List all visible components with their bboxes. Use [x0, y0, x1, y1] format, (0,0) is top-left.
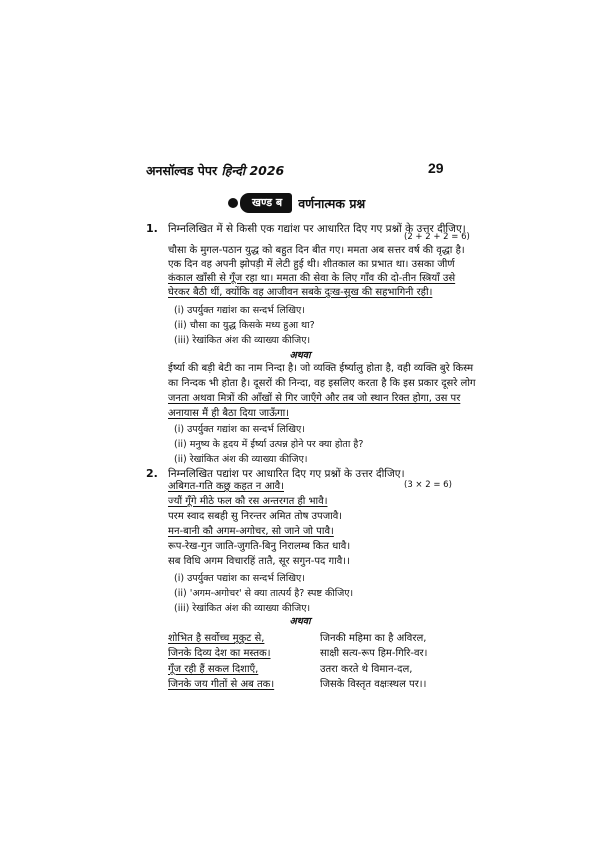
or-divider: अथवा [289, 350, 311, 361]
bullet-icon [228, 198, 238, 208]
poem-line-underlined: मन-बानी कौ अगम-अगोचर, सो जाने जो पावै। [168, 526, 334, 537]
sub-question: (ii) 'अगम-अगोचर' से क्या तात्पर्य है? स्पष्ट कीजिए। [174, 588, 354, 599]
passage-line-underlined: कंकाल खाँसी से गूँज रहा था। ममता की सेवा के लिए गाँव की दो-तीन स्त्रियाँ उसे [168, 273, 456, 284]
poem-right-line: जिनकी महिमा का है अविरल, [320, 633, 427, 644]
poem-left-line: शोभित है सर्वोच्च मुकुट से, [168, 633, 265, 644]
poem-line-underlined: अबिगत-गति कछु कहत न आवै। [168, 481, 285, 492]
poem-line: रूप-रेख-गुन जाति-जुगति-बिनु निरालम्ब कित धावै। [168, 541, 351, 552]
sub-question: (i) उपर्युक्त पद्यांश का सन्दर्भ लिखिए। [174, 573, 305, 584]
running-header [146, 162, 284, 179]
header-title-subject: हिन्दी 2026 [221, 163, 285, 178]
header-title-main: अनसॉल्वड पेपर [146, 163, 218, 178]
sub-question: (ii) मनुष्य के हृदय में ईर्ष्या उत्पन्न होने पर क्या होता है? [174, 439, 364, 450]
passage-line: चौसा के मुगल-पठान युद्ध को बहुत दिन बीत गए। ममता अब सत्तर वर्ष की वृद्धा है। [168, 245, 465, 256]
poem-left-line: जिनके जय गीतों से अब तक। [168, 679, 275, 690]
poem-line-underlined: ज्यौं गूँगे मीठे फल कौ रस अन्तरगत ही भावै। [168, 496, 328, 507]
poem-line: सब विधि अगम विचारहिं तातै, सूर सगुन-पद गावै।। [168, 556, 350, 567]
section-heading [228, 193, 365, 213]
question-number: 2. [146, 467, 158, 480]
passage-line-underlined: घेरकर बैठी थीं, क्योंकि वह आजीवन सबके दुःख-सुख की सहभागिनी रही। [168, 287, 433, 298]
marks-allocation: (2 + 2 + 2 = 6) [404, 232, 470, 242]
poem-right-line: जिसके विस्तृत वक्षःस्थल पर।। [320, 679, 427, 690]
poem-left-line: गूँज रही हैं सकल दिशाएँ, [168, 664, 259, 675]
passage-line: एक दिन वह अपनी झोपड़ी में लेटी हुई थी। शीतकाल का प्रभात था। उसका जीर्ण [168, 259, 455, 270]
page-number: 29 [428, 160, 444, 176]
poem-right-line: उतरा करते थे विमान-दल, [320, 664, 413, 675]
section-badge: खण्ड ब [240, 193, 292, 213]
section-title: वर्णनात्मक प्रश्न [298, 195, 366, 211]
passage-line: का निन्दक भी होता है। दूसरों की निन्दा, वह इसलिए करता है कि इस प्रकार दूसरे लोग [168, 378, 476, 389]
marks-allocation: (3 × 2 = 6) [404, 480, 452, 490]
question-instruction: निम्नलिखित में से किसी एक गद्यांश पर आधारित दिए गए प्रश्नों के उत्तर दीजिए। [168, 223, 466, 235]
passage-line-underlined: अनायास मैं ही बैठा दिया जाऊँगा। [168, 408, 289, 419]
sub-question: (ii) रेखांकित अंश की व्याख्या कीजिए। [174, 454, 308, 465]
poem-line: परम स्वाद सबही सु निरन्तर अमित तोष उपजावै। [168, 511, 343, 522]
sub-question: (iii) रेखांकित अंश की व्याख्या कीजिए। [174, 335, 311, 346]
passage-line-underlined: जनता अथवा मित्रों की आँखों से गिर जाएँगे और तब जो स्थान रिक्त होगा, उस पर [168, 393, 461, 404]
question-number: 1. [146, 222, 158, 235]
sub-question: (iii) रेखांकित अंश की व्याख्या कीजिए। [174, 603, 311, 614]
sub-question: (i) उपर्युक्त गद्यांश का सन्दर्भ लिखिए। [174, 305, 305, 316]
passage-line: ईर्ष्या की बड़ी बेटी का नाम निन्दा है। जो व्यक्ति ईर्ष्यालु होता है, वही व्यक्ति बुरे किस्म [168, 363, 474, 374]
sub-question: (i) उपर्युक्त गद्यांश का सन्दर्भ लिखिए। [174, 424, 305, 435]
or-divider: अथवा [289, 616, 311, 627]
question-instruction: निम्नलिखित पद्यांश पर आधारित दिए गए प्रश्नों के उत्तर दीजिए। [168, 468, 405, 480]
sub-question: (ii) चौसा का युद्ध किसके मध्य हुआ था? [174, 320, 315, 331]
poem-right-line: साक्षी सत्य-रूप हिम-गिरि-वर। [320, 648, 428, 659]
poem-left-line: जिनके दिव्य देश का मस्तक। [168, 648, 271, 659]
